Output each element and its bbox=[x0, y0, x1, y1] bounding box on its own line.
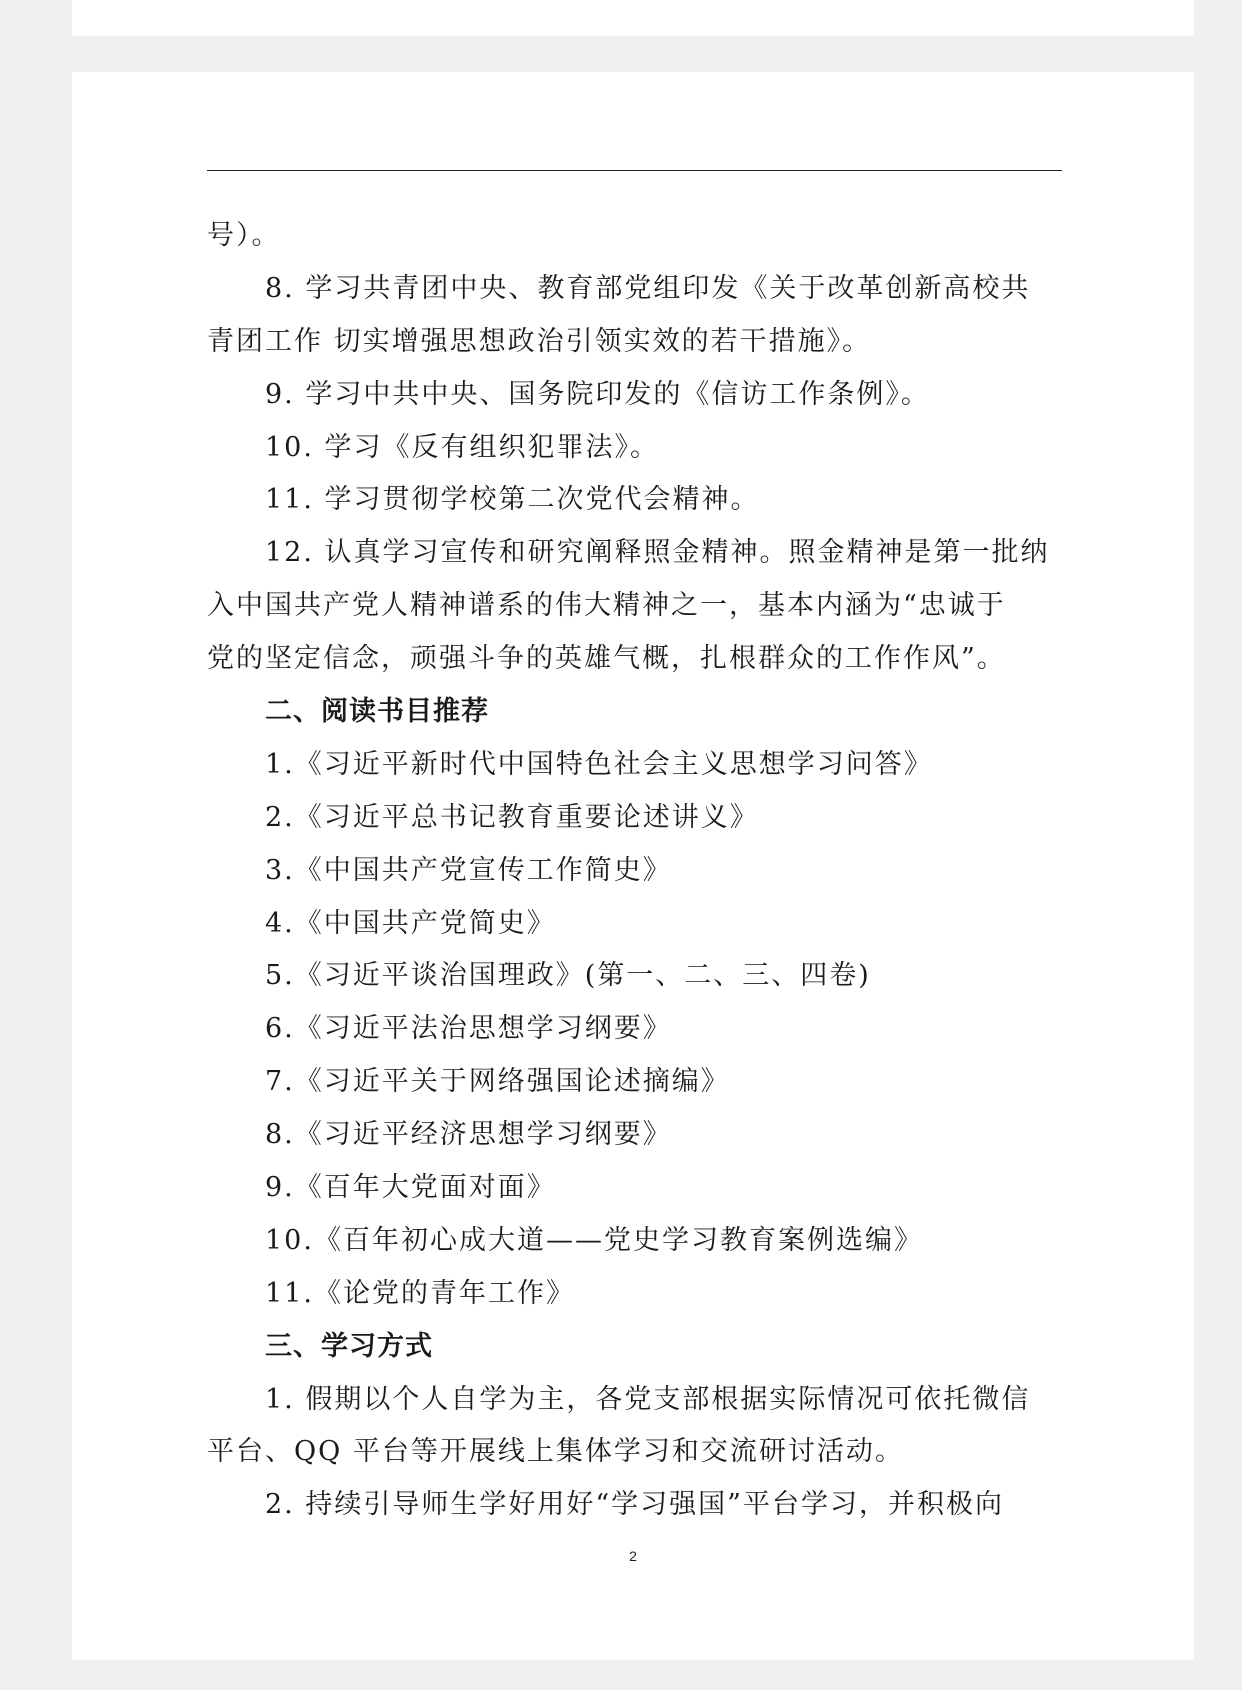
book-item: 9.《百年大党面对面》 bbox=[265, 1172, 556, 1204]
text-line: 平台、QQ 平台等开展线上集体学习和交流研讨活动。 bbox=[207, 1436, 904, 1468]
list-item: 2. 持续引导师生学好用好“学习强国”平台学习，并积极向 bbox=[265, 1489, 1004, 1521]
book-item: 3.《中国共产党宣传工作简史》 bbox=[265, 854, 672, 886]
text-line: 入中国共产党人精神谱系的伟大精神之一，基本内涵为“忠诚于 bbox=[207, 590, 1006, 622]
document-page bbox=[72, 72, 1194, 1660]
book-item: 8.《习近平经济思想学习纲要》 bbox=[265, 1119, 672, 1151]
section-heading-study-method: 三、学习方式 bbox=[265, 1330, 433, 1362]
list-item: 1. 假期以个人自学为主，各党支部根据实际情况可依托微信 bbox=[265, 1383, 1031, 1415]
book-item: 10.《百年初心成大道——党史学习教育案例选编》 bbox=[265, 1224, 923, 1256]
book-item: 6.《习近平法治思想学习纲要》 bbox=[265, 1013, 672, 1045]
section-heading-reading-list: 二、阅读书目推荐 bbox=[265, 696, 489, 728]
book-item: 5.《习近平谈治国理政》(第一、二、三、四卷) bbox=[265, 960, 871, 992]
book-item: 4.《中国共产党简史》 bbox=[265, 907, 556, 939]
text-line: 号）。 bbox=[207, 220, 281, 251]
book-item: 11.《论党的青年工作》 bbox=[265, 1277, 575, 1309]
list-item: 10. 学习《反有组织犯罪法》。 bbox=[265, 431, 660, 463]
document-body bbox=[207, 210, 1062, 1532]
list-item: 8. 学习共青团中央、教育部党组印发《关于改革创新高校共 bbox=[265, 272, 1031, 304]
book-item: 7.《习近平关于网络强国论述摘编》 bbox=[265, 1066, 730, 1098]
header-rule bbox=[207, 170, 1062, 171]
previous-page-edge bbox=[72, 0, 1194, 36]
text-line: 青团工作 切实增强思想政治引领实效的若干措施》。 bbox=[207, 325, 872, 357]
page-number: 2 bbox=[629, 1548, 637, 1564]
book-item: 1.《习近平新时代中国特色社会主义思想学习问答》 bbox=[265, 748, 933, 780]
list-item: 11. 学习贯彻学校第二次党代会精神。 bbox=[265, 484, 760, 516]
book-item: 2.《习近平总书记教育重要论述讲义》 bbox=[265, 801, 759, 833]
list-item: 12. 认真学习宣传和研究阐释照金精神。照金精神是第一批纳 bbox=[265, 537, 1050, 569]
text-line: 党的坚定信念，顽强斗争的英雄气概，扎根群众的工作作风”。 bbox=[207, 643, 1006, 675]
list-item: 9. 学习中共中央、国务院印发的《信访工作条例》。 bbox=[265, 378, 930, 410]
